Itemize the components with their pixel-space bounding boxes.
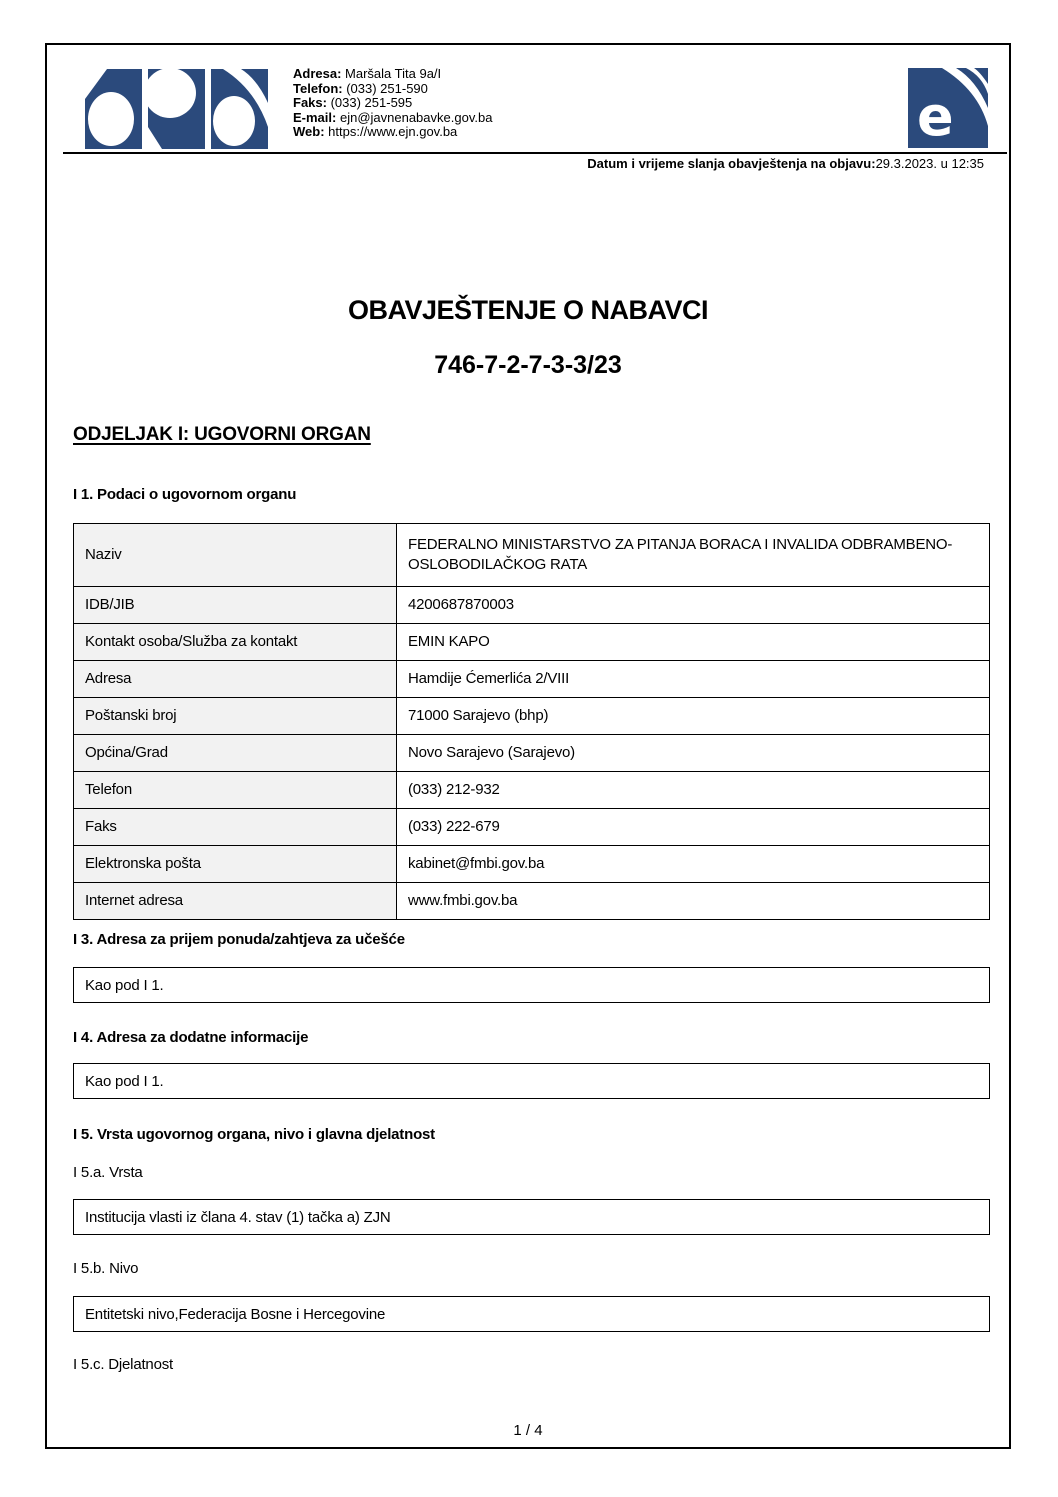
contact-value: (033) 251-595: [330, 95, 413, 111]
value-box-text: Kao pod I 1.: [85, 976, 164, 994]
table-row: [74, 661, 990, 698]
row-value: kabinet@fmbi.gov.ba: [397, 846, 990, 883]
row-value: (033) 222-679: [397, 809, 990, 846]
value-box-i5b: [73, 1296, 990, 1332]
row-label: Kontakt osoba/Služba za kontakt: [74, 624, 397, 661]
subsection-heading-i5a: I 5.a. Vrsta: [73, 1164, 143, 1181]
table-row: [74, 735, 990, 772]
value-box-text: Kao pod I 1.: [85, 1072, 164, 1090]
ajn-logo: [85, 69, 269, 149]
table-row: [74, 524, 990, 587]
table-row: [74, 883, 990, 920]
row-value: www.fmbi.gov.ba: [397, 883, 990, 920]
row-label: Naziv: [74, 524, 397, 587]
subsection-heading-i5b: I 5.b. Nivo: [73, 1260, 139, 1277]
value-box-i3: [73, 967, 990, 1003]
subsection-heading-i5c: I 5.c. Djelatnost: [73, 1356, 173, 1373]
contact-value: (033) 251-590: [346, 80, 428, 96]
agency-contact-block: [293, 67, 492, 140]
subsection-heading-i3: I 3. Adresa za prijem ponuda/zahtjeva za učešće: [73, 931, 405, 948]
table-row: [74, 809, 990, 846]
row-value: Novo Sarajevo (Sarajevo): [397, 735, 990, 772]
table-row: [74, 698, 990, 735]
contact-value: https://www.ejn.gov.ba: [328, 124, 458, 140]
contact-line: [293, 67, 492, 82]
page-title: OBAVJEŠTENJE O NABAVCI: [347, 295, 709, 325]
e-logo: [908, 68, 988, 148]
value-box-text: Institucija vlasti iz člana 4. stav (1) tačka a) ZJN: [85, 1208, 391, 1226]
subsection-heading-i4: I 4. Adresa za dodatne informacije: [73, 1029, 309, 1046]
ajn-logo-tile-j: [148, 69, 205, 149]
contact-line: [293, 125, 492, 140]
table-row: [74, 772, 990, 809]
row-label: IDB/JIB: [74, 587, 397, 624]
row-label: Telefon: [74, 772, 397, 809]
row-value: Hamdije Ćemerlića 2/VIII: [397, 661, 990, 698]
sent-date-line: [247, 156, 984, 171]
contracting-authority-table: [73, 523, 990, 920]
row-label: Poštanski broj: [74, 698, 397, 735]
value-box-i5a: [73, 1199, 990, 1235]
subsection-heading-i5: I 5. Vrsta ugovornog organa, nivo i glavna djelatnost: [73, 1126, 435, 1143]
table-row: [74, 624, 990, 661]
table-row: [74, 846, 990, 883]
contact-value: ejn@javnenabavke.gov.ba: [339, 109, 493, 125]
document-page: [45, 43, 1011, 1449]
contact-label: Telefon:: [293, 80, 343, 96]
header-divider: [63, 152, 1007, 154]
row-label: Faks: [74, 809, 397, 846]
page-number: 1 / 4: [513, 1422, 543, 1439]
row-value: 71000 Sarajevo (bhp): [397, 698, 990, 735]
row-value: EMIN KAPO: [397, 624, 990, 661]
contact-label: E-mail:: [293, 109, 337, 125]
row-value: FEDERALNO MINISTARSTVO ZA PITANJA BORACA I INVALIDA ODBRAMBENO-OSLOBODILAČKOG RATA: [397, 524, 990, 587]
row-label: Internet adresa: [74, 883, 397, 920]
row-label: Elektronska pošta: [74, 846, 397, 883]
ajn-logo-tile-n: [211, 69, 268, 149]
section-heading-odjeljak-1: ODJELJAK I: UGOVORNI ORGAN: [73, 424, 371, 445]
notice-number: 746-7-2-7-3-3/23: [434, 351, 622, 379]
contact-line: [293, 111, 492, 126]
row-label: Adresa: [74, 661, 397, 698]
contact-label: Adresa:: [293, 66, 342, 81]
svg-text:e: e: [917, 85, 954, 148]
sent-date-value: 29.3.2023. u 12:35: [875, 156, 984, 171]
contact-label: Faks:: [293, 95, 327, 111]
contact-label: Web:: [293, 124, 325, 140]
contact-line: [293, 96, 492, 111]
contact-value: Maršala Tita 9a/I: [345, 66, 442, 81]
value-box-text: Entitetski nivo,Federacija Bosne i Hercegovine: [85, 1305, 386, 1323]
row-value: 4200687870003: [397, 587, 990, 624]
contact-line: [293, 82, 492, 97]
ajn-logo-tile-a: [85, 69, 142, 149]
value-box-i4: [73, 1063, 990, 1099]
row-value: (033) 212-932: [397, 772, 990, 809]
table-row: [74, 587, 990, 624]
row-label: Općina/Grad: [74, 735, 397, 772]
sent-date-label: Datum i vrijeme slanja obavještenja na objavu:: [587, 156, 876, 171]
subsection-heading-i1: I 1. Podaci o ugovornom organu: [73, 486, 297, 503]
